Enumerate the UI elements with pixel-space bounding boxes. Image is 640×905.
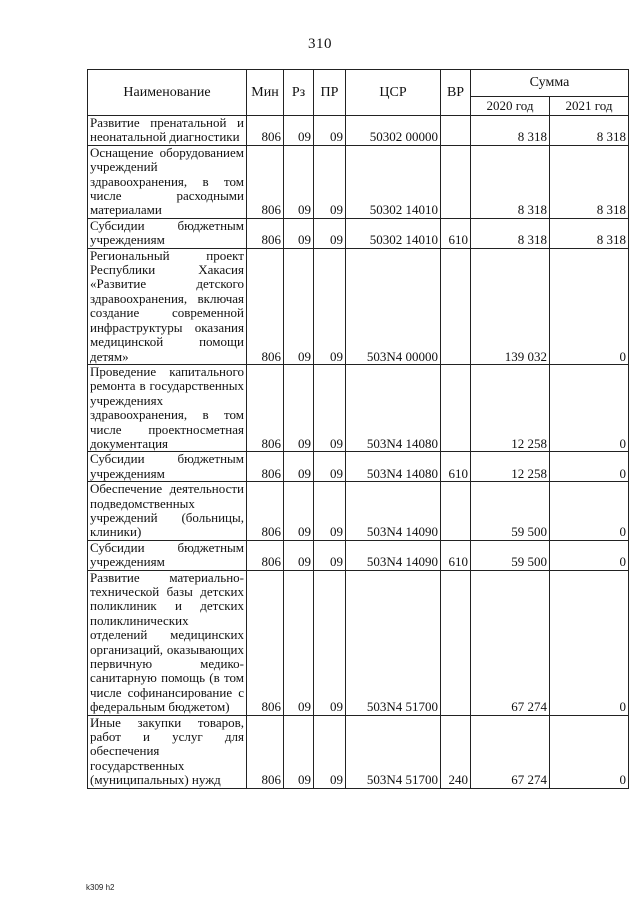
row-csr: 503N4 51700 — [346, 570, 441, 715]
row-vr — [441, 145, 471, 218]
row-pr: 09 — [314, 248, 346, 364]
row-rz: 09 — [284, 715, 314, 788]
header-name: Наименование — [88, 70, 247, 116]
row-sum-2020: 67 274 — [471, 715, 550, 788]
row-vr: 240 — [441, 715, 471, 788]
header-sum: Сумма — [471, 70, 629, 97]
table-row — [88, 116, 629, 146]
table-row — [88, 540, 629, 570]
row-name: Развитие пренатальной и неонатальной диагностики — [88, 116, 247, 146]
footer-code: k309 h2 — [86, 883, 115, 892]
row-sum-2021: 8 318 — [550, 145, 629, 218]
row-vr — [441, 116, 471, 146]
row-name: Иные закупки товаров, работ и услуг для обеспечения государственных (муниципальных) нужд — [88, 715, 247, 788]
header-csr: ЦСР — [346, 70, 441, 116]
row-sum-2021: 0 — [550, 248, 629, 364]
row-sum-2021: 0 — [550, 482, 629, 541]
row-name: Проведение капитального ремонта в государственных учреждениях здравоохранения, в том числе проектносметная документация — [88, 364, 247, 451]
row-sum-2021: 0 — [550, 364, 629, 451]
row-pr: 09 — [314, 540, 346, 570]
row-sum-2020: 12 258 — [471, 364, 550, 451]
row-min: 806 — [247, 364, 284, 451]
row-min: 806 — [247, 452, 284, 482]
row-sum-2021: 8 318 — [550, 218, 629, 248]
row-vr: 610 — [441, 452, 471, 482]
row-min: 806 — [247, 715, 284, 788]
row-min: 806 — [247, 540, 284, 570]
row-csr: 503N4 51700 — [346, 715, 441, 788]
header-year-2021: 2021 год — [550, 97, 629, 116]
row-pr: 09 — [314, 364, 346, 451]
row-sum-2020: 139 032 — [471, 248, 550, 364]
row-min: 806 — [247, 145, 284, 218]
row-pr: 09 — [314, 570, 346, 715]
row-pr: 09 — [314, 452, 346, 482]
row-rz: 09 — [284, 116, 314, 146]
table-row — [88, 715, 629, 788]
row-min: 806 — [247, 570, 284, 715]
row-min: 806 — [247, 116, 284, 146]
row-name: Субсидии бюджетным учреждениям — [88, 540, 247, 570]
row-name: Субсидии бюджетным учреждениям — [88, 218, 247, 248]
row-csr: 503N4 00000 — [346, 248, 441, 364]
row-min: 806 — [247, 248, 284, 364]
row-vr: 610 — [441, 218, 471, 248]
row-name: Обеспечение деятельности подведомственных учреждений (больницы, клиники) — [88, 482, 247, 541]
row-rz: 09 — [284, 364, 314, 451]
row-pr: 09 — [314, 715, 346, 788]
row-vr: 610 — [441, 540, 471, 570]
page-number: 310 — [308, 36, 332, 52]
row-min: 806 — [247, 482, 284, 541]
table-row — [88, 218, 629, 248]
budget-table — [87, 69, 629, 789]
row-pr: 09 — [314, 218, 346, 248]
row-rz: 09 — [284, 482, 314, 541]
row-sum-2020: 59 500 — [471, 540, 550, 570]
row-rz: 09 — [284, 248, 314, 364]
header-min: Мин — [247, 70, 284, 116]
row-sum-2021: 0 — [550, 452, 629, 482]
row-rz: 09 — [284, 570, 314, 715]
row-rz: 09 — [284, 540, 314, 570]
row-pr: 09 — [314, 482, 346, 541]
row-vr — [441, 248, 471, 364]
table-row — [88, 482, 629, 541]
row-csr: 50302 14010 — [346, 145, 441, 218]
table-body — [88, 116, 629, 789]
row-sum-2021: 0 — [550, 715, 629, 788]
row-rz: 09 — [284, 452, 314, 482]
header-rz: Рз — [284, 70, 314, 116]
row-sum-2020: 8 318 — [471, 116, 550, 146]
row-vr — [441, 364, 471, 451]
table-row — [88, 570, 629, 715]
header-vr: ВР — [441, 70, 471, 116]
row-csr: 503N4 14090 — [346, 540, 441, 570]
table-header — [88, 70, 629, 116]
header-year-2020: 2020 год — [471, 97, 550, 116]
row-csr: 503N4 14080 — [346, 452, 441, 482]
row-vr — [441, 482, 471, 541]
row-min: 806 — [247, 218, 284, 248]
row-pr: 09 — [314, 145, 346, 218]
row-csr: 503N4 14090 — [346, 482, 441, 541]
row-rz: 09 — [284, 218, 314, 248]
row-csr: 50302 14010 — [346, 218, 441, 248]
row-pr: 09 — [314, 116, 346, 146]
row-vr — [441, 570, 471, 715]
row-name: Развитие материально-технической базы детских поликлиник и детских поликлинических отделений медицинских организаций, оказывающих первичную медико-санитарную помощь (в том числе софинансирование с федеральным бюджетом) — [88, 570, 247, 715]
row-rz: 09 — [284, 145, 314, 218]
row-name: Оснащение оборудованием учреждений здравоохранения, в том числе расходными материалами — [88, 145, 247, 218]
row-sum-2021: 0 — [550, 540, 629, 570]
header-pr: ПР — [314, 70, 346, 116]
row-name: Субсидии бюджетным учреждениям — [88, 452, 247, 482]
table-row — [88, 145, 629, 218]
row-sum-2021: 8 318 — [550, 116, 629, 146]
row-name: Региональный проект Республики Хакасия «Развитие детского здравоохранения, включая создание современной инфраструктуры оказания медицинской помощи детям» — [88, 248, 247, 364]
row-sum-2021: 0 — [550, 570, 629, 715]
table-row — [88, 248, 629, 364]
row-sum-2020: 67 274 — [471, 570, 550, 715]
row-sum-2020: 8 318 — [471, 218, 550, 248]
row-sum-2020: 59 500 — [471, 482, 550, 541]
row-sum-2020: 12 258 — [471, 452, 550, 482]
row-sum-2020: 8 318 — [471, 145, 550, 218]
row-csr: 503N4 14080 — [346, 364, 441, 451]
table-row — [88, 364, 629, 451]
row-csr: 50302 00000 — [346, 116, 441, 146]
table-row — [88, 452, 629, 482]
